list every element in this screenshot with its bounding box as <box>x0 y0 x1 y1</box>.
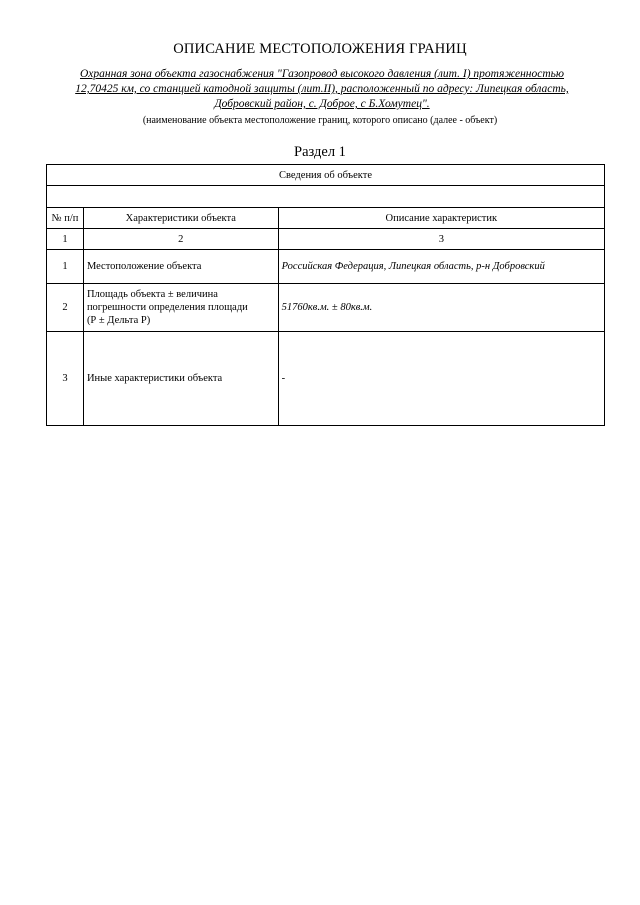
row-characteristic: Местоположение объекта <box>83 250 278 284</box>
header-number: № п/п <box>47 208 84 229</box>
row-number: 3 <box>47 332 84 426</box>
row-characteristic-line: погрешности определения площади <box>86 302 248 313</box>
object-name-caption: (наименование объекта местоположение границ, которого описано (далее - объект) <box>142 115 498 126</box>
row-characteristic-line: (Р ± Дельта Р) <box>86 315 151 326</box>
column-number-1: 1 <box>47 229 84 250</box>
object-info-table <box>46 164 605 426</box>
object-name <box>62 67 582 112</box>
table-empty-row <box>47 186 605 208</box>
row-description: - <box>278 332 604 426</box>
header-characteristic: Характеристики объекта <box>83 208 278 229</box>
table-title-row <box>47 165 605 186</box>
table-title: Сведения об объекте <box>47 165 605 186</box>
section-title: Раздел 1 <box>294 144 346 160</box>
object-name-line-1: Охранная зона объекта газоснабжения "Газопровод высокого давления (лит. I) протяженностью <box>79 68 565 80</box>
row-description: 51760кв.м. ± 80кв.м. <box>278 284 604 332</box>
table-empty-cell <box>47 186 605 208</box>
table-row <box>47 284 605 332</box>
table-column-numbers-row <box>47 229 605 250</box>
row-number: 2 <box>47 284 84 332</box>
column-number-3: 3 <box>278 229 604 250</box>
object-name-line-3: Добровский район, с. Доброе, с Б.Хомутец". <box>214 98 430 110</box>
header-description: Описание характеристик <box>278 208 604 229</box>
row-characteristic <box>83 284 278 332</box>
row-characteristic: Иные характеристики объекта <box>83 332 278 426</box>
column-number-2: 2 <box>83 229 278 250</box>
row-characteristic-line: Площадь объекта ± величина <box>86 289 218 300</box>
object-name-line-2: 12,70425 км, со станцией катодной защиты (лит.II), расположенный по адресу: Липецкая область, <box>75 83 569 95</box>
table-header-row <box>47 208 605 229</box>
table-row <box>47 332 605 426</box>
document-title: ОПИСАНИЕ МЕСТОПОЛОЖЕНИЯ ГРАНИЦ <box>173 41 467 57</box>
table-row <box>47 250 605 284</box>
row-number: 1 <box>47 250 84 284</box>
row-description: Российская Федерация, Липецкая область, р-н Добровский <box>278 250 604 284</box>
